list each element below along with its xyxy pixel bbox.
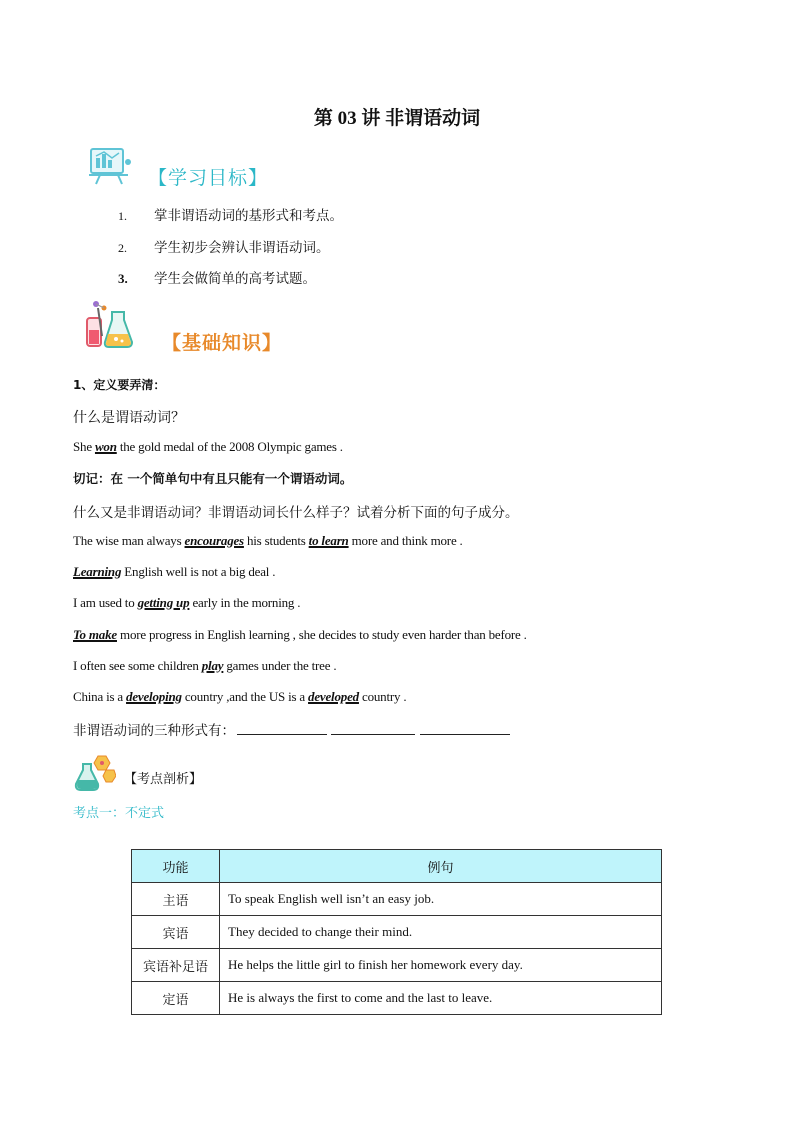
example-sentence: I often see some children play games under the tree . <box>73 658 337 673</box>
table-row <box>132 916 662 949</box>
table-row <box>132 949 662 982</box>
example-sentence: To make more progress in English learning , she decides to study even harder than before . <box>73 627 527 642</box>
answer-blank[interactable] <box>420 723 510 735</box>
answer-blank[interactable] <box>237 723 327 735</box>
function-cell: 宾语补足语 <box>132 949 220 982</box>
analysis-heading: 【考点剖析】 <box>124 772 203 787</box>
example-cell: They decided to change their mind. <box>220 916 662 949</box>
example-sentence: China is a developing country ,and the US is a developed country . <box>73 689 407 704</box>
example-sentence: Learning English well is not a big deal . <box>73 564 276 579</box>
goal-item: 2. 学生初步会辨认非谓语动词。 <box>118 240 330 256</box>
note-text: 切记：在 一个简单句中有且只能有一个谓语动词。 <box>73 471 353 486</box>
goals-heading: 【学习目标】 <box>148 167 269 189</box>
table-header-row <box>132 850 662 883</box>
table-row <box>132 883 662 916</box>
lab-flask-icon <box>84 298 134 350</box>
goal-item: 1. 掌非谓语动词的基形式和考点。 <box>118 208 343 224</box>
function-cell: 宾语 <box>132 916 220 949</box>
example-sentence: She won the gold medal of the 2008 Olympic games . <box>73 439 343 454</box>
example-sentence: The wise man always encourages his students to learn more and think more . <box>73 533 463 548</box>
page-title: 第 03 讲 非谓语动词 <box>313 108 481 129</box>
example-cell: He helps the little girl to finish her homework every day. <box>220 949 662 982</box>
function-cell: 定语 <box>132 982 220 1015</box>
table-header-example: 例句 <box>220 850 662 883</box>
example-cell: He is always the first to come and the last to leave. <box>220 982 662 1015</box>
point-one-heading: 考点一：不定式 <box>73 806 165 821</box>
question-nonpredicate: 什么又是非谓语动词？非谓语动词长什么样子？试着分析下面的句子成分。 <box>73 505 519 521</box>
example-sentence: I am used to getting up early in the morning . <box>73 595 301 610</box>
answer-blank[interactable] <box>331 723 415 735</box>
function-cell: 主语 <box>132 883 220 916</box>
table-header-function: 功能 <box>132 850 220 883</box>
table-row <box>132 982 662 1015</box>
forms-line: 非谓语动词的三种形式有： <box>73 719 510 739</box>
presentation-board-icon <box>88 146 132 186</box>
function-table <box>131 849 662 1015</box>
goal-item: 3. 学生会做简单的高考试题。 <box>118 271 316 287</box>
definition-heading: 1、定义要弄清： <box>73 378 166 392</box>
question-predicate: 什么是谓语动词？ <box>73 410 185 426</box>
chemistry-hexagon-icon <box>74 754 116 792</box>
example-cell: To speak English well isn’t an easy job. <box>220 883 662 916</box>
basics-heading: 【基础知识】 <box>162 332 283 354</box>
